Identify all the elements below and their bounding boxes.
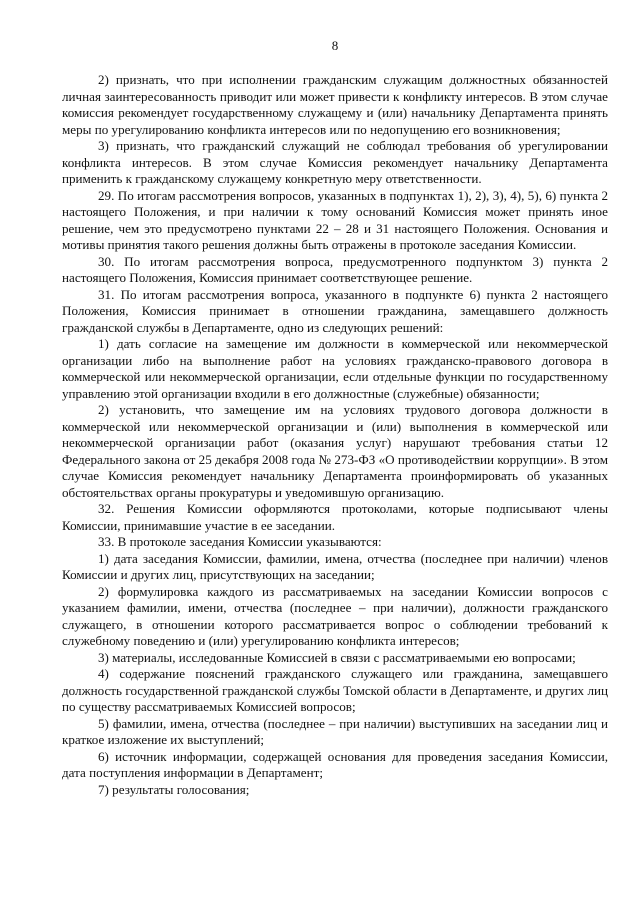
paragraph: 2) формулировка каждого из рассматриваемых на заседании Комиссии вопросов с указанием фамилии, имени, отчества (последнее – при наличии), должности гражданского служащего, в отношении которого рассматривается вопрос о соблюдении требований к служебному поведению и (или) урегулированию конфликта интересов; [62,583,608,648]
page-number: 8 [331,38,339,53]
paragraph: 7) результаты голосования; [98,781,250,797]
paragraph: 32. Решения Комиссии оформляются протоколами, которые подписывают члены Комиссии, принимавшие участие в ее заседании. [62,501,608,533]
paragraph: 4) содержание пояснений гражданского служащего или гражданина, замещавшего должность государственной гражданской службы Томской области в Департаменте, и других лиц по существу рассматриваемых Комиссией вопросов; [62,666,608,714]
paragraph: 2) признать, что при исполнении гражданским служащим должностных обязанностей личная заинтересованность приводит или может привести к конфликту интересов. В этом случае комиссия рекомендует государственному служащему и (или) начальнику Департамента принять меры по урегулированию конфликта интересов или по недопущению его возникновения; [62,72,608,137]
paragraph: 29. По итогам рассмотрения вопросов, указанных в подпунктах 1), 2), 3), 4), 5), 6) пункта 2 настоящего Положения, и при наличии к тому оснований Комиссия может принять иное решение, чем это предусмотрено пунктами 22 – 28 и 31 настоящего Положения. Основания и мотивы принятия такого решения должны быть отражены в протоколе заседания Комиссии. [62,187,608,252]
paragraph: 6) источник информации, содержащей основания для проведения заседания Комиссии, дата поступления информации в Департамент; [62,748,608,780]
paragraph: 2) установить, что замещение им на условиях трудового договора должности в коммерческой или некоммерческой организации и (или) выполнения в коммерческой или некоммерческой организации работ (оказания услуг) нарушают требования статьи 12 Федерального закона от 25 декабря 2008 года № 273-ФЗ «О противодействии коррупции». В этом случае Комиссия рекомендует начальнику Департамента проинформировать об указанных обстоятельствах органы прокуратуры и уведомившую организацию. [62,402,608,500]
paragraph: 1) дать согласие на замещение им должности в коммерческой или некоммерческой организации либо на выполнение работ на условиях гражданско-правового договора в коммерческой или некоммерческой организации, если отдельные функции по государственному управлению этой организации входили в его должностные (служебные) обязанности; [62,336,608,401]
paragraph: 31. По итогам рассмотрения вопроса, указанного в подпункте 6) пункта 2 настоящего Положения, Комиссия принимает в отношении гражданина, замещавшего должность гражданской службы в Департаменте, одно из следующих решений: [62,286,608,335]
paragraph: 3) материалы, исследованные Комиссией в связи с рассматриваемыми ею вопросами; [98,649,576,665]
paragraph: 30. По итогам рассмотрения вопроса, предусмотренного подпунктом 3) пункта 2 настоящего Положения, Комиссия принимает соответствующее решение. [62,253,608,285]
paragraph: 3) признать, что гражданский служащий не соблюдал требования об урегулировании конфликта интересов. В этом случае Комиссия рекомендует начальнику Департамента применить к гражданскому служащему конкретную меру ответственности. [62,138,608,186]
paragraph: 1) дата заседания Комиссии, фамилии, имена, отчества (последнее при наличии) членов Комиссии и других лиц, присутствующих на заседании; [62,550,608,582]
paragraph: 5) фамилии, имена, отчества (последнее – при наличии) выступивших на заседании лиц и краткое изложение их выступлений; [62,715,608,747]
paragraph: 33. В протоколе заседания Комиссии указываются: [98,534,382,549]
